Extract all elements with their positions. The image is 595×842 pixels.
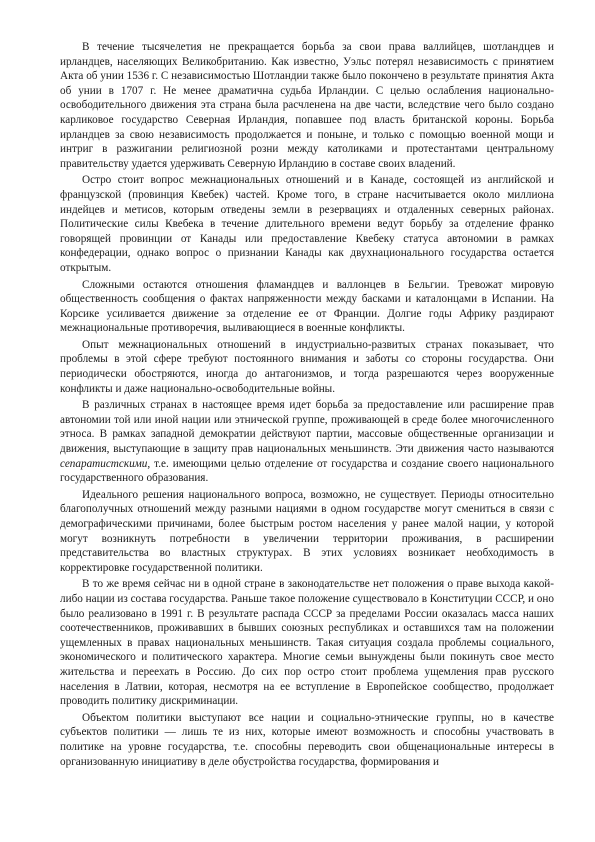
paragraph-ideal-solution: Идеального решения национального вопроса, возможно, не существует. Периоды относительно благополучных отношений между разными нациями в одном государстве могут смениться в связи с демографическими причинами, более быстрым ростом населения у ранее малой нации, у которой могут возникнуть потребности в увеличении территории проживания, в расширении представительства во властных структурах. В этих условиях возникает необходимость в корректировке государственной политики. <box>60 488 554 574</box>
paragraph-policy-subjects: Объектом политики выступают все нации и социально-этнические группы, но в качестве субъектов политики — лишь те из них, которые имеют возможность и способны участвовать в политике на уровне государства, т.е. способны переводить свои общенациональные интересы в организованную инициативу в деле обустройства государства, формирования и <box>60 711 554 768</box>
paragraph-canada-quebec: Остро стоит вопрос межнациональных отношений и в Канаде, состоящей из английской и французской (провинция Квебек) частей. Кроме того, в стране насчитывается около миллиона индейцев и метисов, которым отведены земли в резервациях и отдаленных северных районах. Политические силы Квебека в течение длительного времени ведут борьбу за отделение франко говорящей провинции от Канады или предоставление Квебеку статуса автономии в рамках конфедерации, однако вопрос о признании Канады как двухнационального государства остается открытым. <box>60 174 554 274</box>
paragraph-ussr-secession: В то же время сейчас ни в одной стране в законодательстве нет положения о праве выхода какой-либо нации из состава государства. Раньше такое положение существовало в Конституции СССР, и оно было реализовано в 1991 г. В результате распада СССР за пределами России оказалась масса наших соотечественников, проживавших в бывших союзных республиках и оставшихся там на положении ущемленных в правах национальных меньшинств. Такая ситуация создала проблемы социального, экономического и политического характера. Многие семьи вынуждены были покинуть свое место жительства и переехать в Россию. До сих пор остро стоит проблема ущемления прав русского населения в Латвии, которая, несмотря на ее вступление в Европейское сообщество, продолжает проводить политику дискриминации. <box>60 578 554 708</box>
paragraph-belgium-spain-corsica: Сложными остаются отношения фламандцев и валлонцев в Бельгии. Тревожат мировую общественность сообщения о фактах напряженности между басками и каталонцами в Испании. На Корсике усиливается движение за отделение ее от Франции. Долгие годы Африку раздирают межнациональные противоречия, выливающиеся в военные конфликты. <box>60 278 554 335</box>
paragraph-industrial-countries-experience: Опыт межнациональных отношений в индустриально-развитых странах показывает, что проблемы в этой сфере требуют постоянного внимания и заботы со стороны государства. Они периодически обостряются, иногда до антагонизмов, и тогда разрешаются через вооруженные конфликты и даже национально-освободительные войны. <box>60 338 554 395</box>
paragraph-uk-national-struggle: В течение тысячелетия не прекращается борьба за свои права валлийцев, шотландцев и ирландцев, населяющих Великобританию. Как известно, Уэльс потерял независимость с принятием Акта об унии 1536 г. С независимостью Шотландии также было покончено в результате принятия Акта об унии в 1707 г. Не менее драматична судьба Ирландии. С целью ослабления национально-освободительного движения эта страна была расчленена на две части, вследствие чего было создано карликовое государство Северная Ирландия, попавшее под власть британской короны. Борьба ирландцев за свою независимость продолжается и поныне, и только с помощью военной мощи и интриг в разжигании религиозной розни между католиками и протестантами центральному правительству удается удерживать Северную Ирландию в составе своих владений. <box>60 41 554 170</box>
paragraph-autonomy-text-before: В различных странах в настоящее время идет борьба за предоставление или расширение прав автономии той или иной нации или этнической группе, проживающей в среде более многочисленного этноса. В рамках западной демократии действуют партии, массовые общественные организации и движения, выступающие в защиту прав национальных меньшинств. Эти движения часто называются <box>60 399 554 456</box>
separatist-term: сепаратистскими, <box>60 457 151 470</box>
document-page <box>60 40 554 771</box>
paragraph-autonomy-text-after: т.е. имеющими целью отделение от государства и создание своего национального государственного образования. <box>60 457 554 485</box>
paragraph-autonomy-struggle <box>60 398 554 486</box>
